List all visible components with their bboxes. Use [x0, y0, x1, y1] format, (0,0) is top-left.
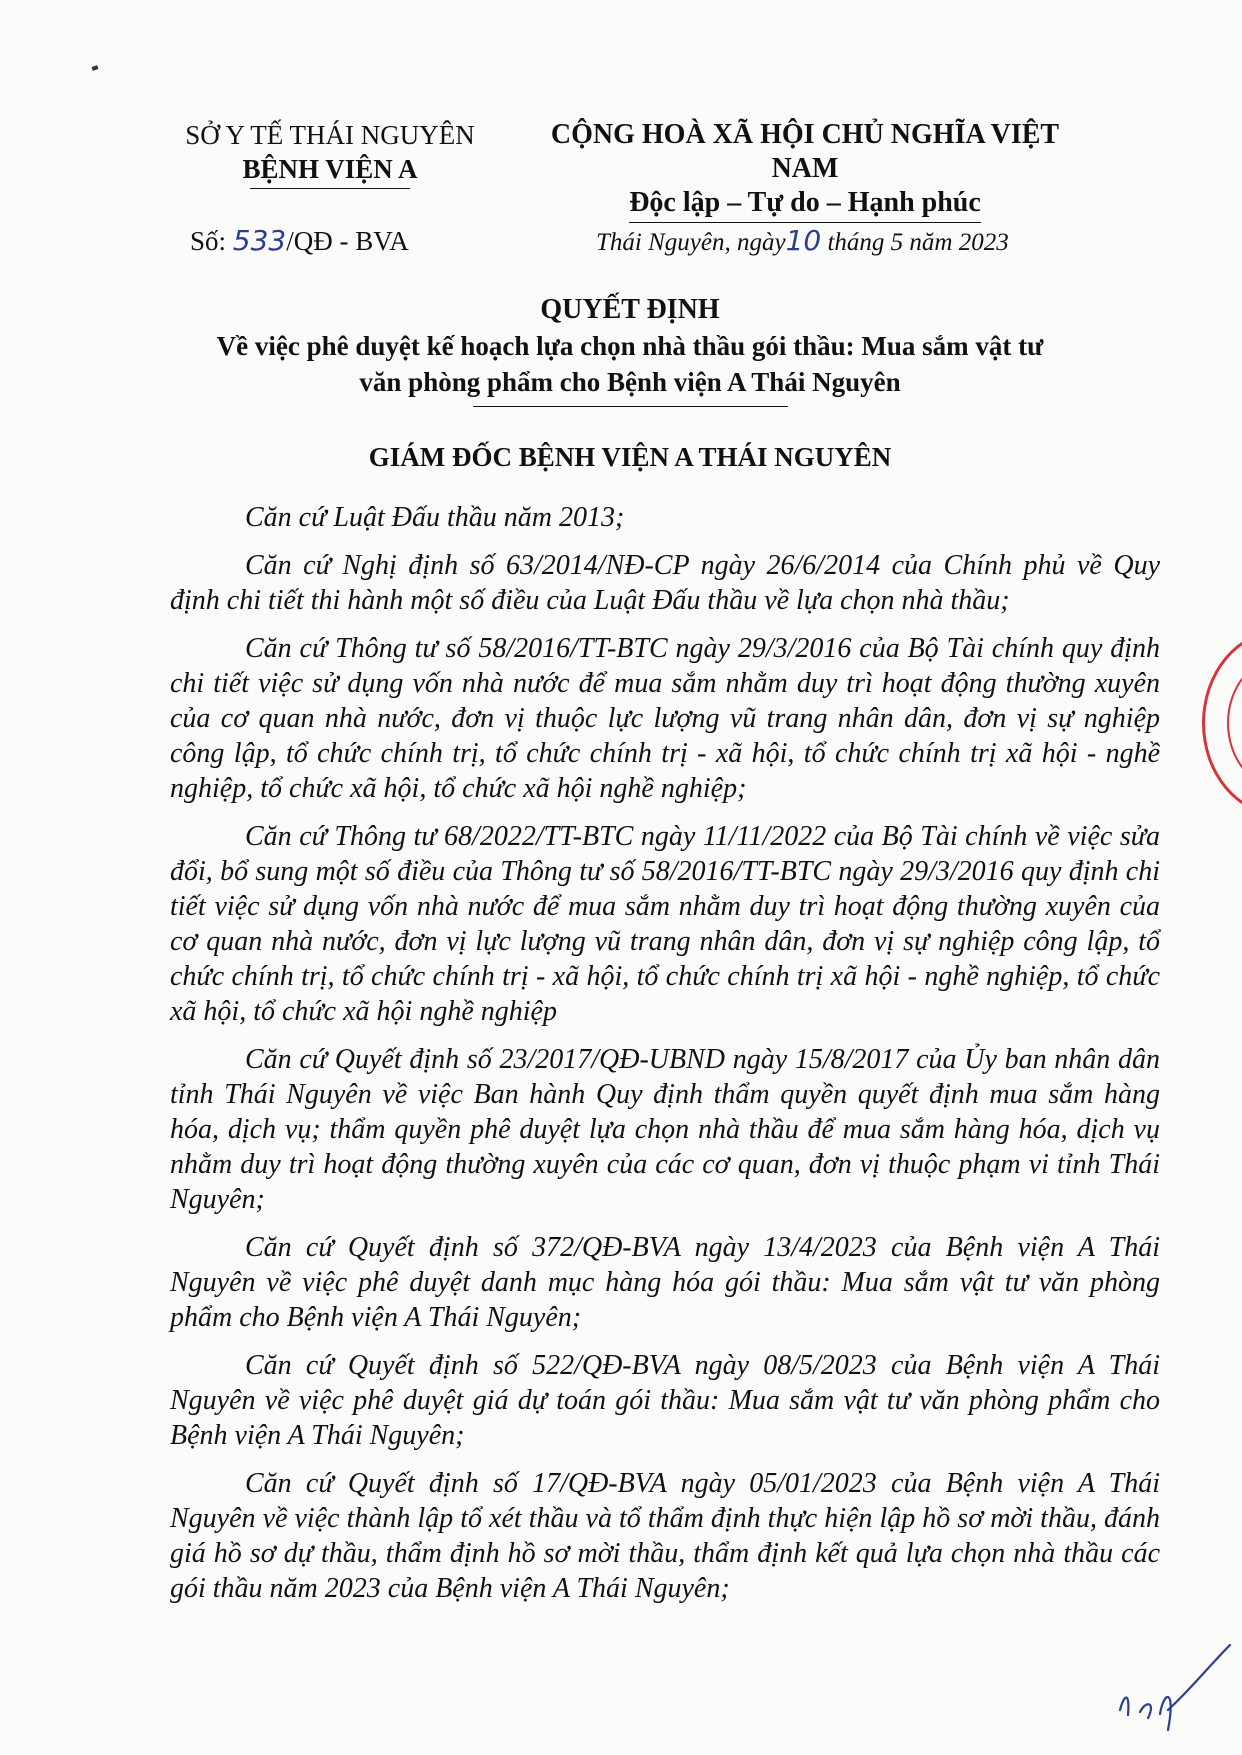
- doc-number-prefix: Số:: [190, 226, 233, 256]
- legal-basis-item: Căn cứ Luật Đấu thầu năm 2013;: [245, 502, 625, 533]
- country-name: CỘNG HOÀ XÃ HỘI CHỦ NGHĨA VIỆT NAM: [550, 119, 1060, 184]
- legal-basis-item: Căn cứ Thông tư số 58/2016/TT-BTC ngày 29/3/2016 của Bộ Tài chính quy định chi tiết việc sử dụng vốn nhà nước để mua sắm nhằm duy trì hoạt động thường xuyên của cơ quan nhà nước, đơn vị thuộc lực lượng vũ trang nhân dân, đơn vị sự nghiệp công lập, tổ chức chính trị, tổ chức chính trị - xã hội, tổ chức chính trị xã hội - nghề nghiệp, tổ chức xã hội, tổ chức xã hội nghề nghiệp;: [170, 633, 1160, 804]
- place-date-suffix: tháng 5 năm 2023: [821, 229, 1009, 256]
- subject-line-2: văn phòng phẩm cho Bệnh viện A Thái Nguyên: [359, 367, 901, 397]
- document-type: QUYẾT ĐỊNH: [540, 294, 720, 325]
- parent-organization: SỞ Y TẾ THÁI NGUYÊN: [185, 120, 475, 150]
- red-seal-inner-ring: [1227, 657, 1242, 789]
- organization-name: BỆNH VIỆN A: [242, 154, 418, 184]
- legal-basis-item: Căn cứ Thông tư 68/2022/TT-BTC ngày 11/11/2022 của Bộ Tài chính về việc sửa đổi, bổ sung một số điều của Thông tư số 58/2016/TT-BTC ngày 29/3/2016 quy định chi tiết việc sử dụng vốn nhà nước để mua sắm nhằm duy trì hoạt động thường xuyên của cơ quan nhà nước, đơn vị lực lượng vũ trang nhân dân, đơn vị sự nghiệp công lập, tổ chức chính trị, tổ chức chính trị - xã hội, tổ chức chính trị xã hội - nghề nghiệp, tổ chức xã hội, tổ chức xã hội nghề nghiệp: [170, 821, 1160, 1027]
- national-heading: [525, 118, 1085, 223]
- place-date-prefix: Thái Nguyên, ngày: [596, 229, 786, 256]
- doc-number-handwritten: 533: [232, 224, 287, 257]
- title-underline: [473, 406, 788, 407]
- document-title: [180, 292, 1080, 407]
- day-handwritten: 10: [785, 224, 822, 257]
- legal-basis-item: Căn cứ Quyết định số 522/QĐ-BVA ngày 08/5/2023 của Bệnh viện A Thái Nguyên về việc phê duyệt giá dự toán gói thầu: Mua sắm vật tư văn phòng phẩm cho Bệnh viện A Thái Nguyên;: [170, 1350, 1160, 1451]
- legal-basis-item: Căn cứ Quyết định số 23/2017/QĐ-UBND ngày 15/8/2017 của Ủy ban nhân dân tỉnh Thái Nguyên về việc Ban hành Quy định thẩm quyền quyết định mua sắm hàng hóa, dịch vụ; thẩm quyền phê duyệt lựa chọn nhà thầu để mua sắm hàng hóa, dịch vụ nhằm duy trì hoạt động thường xuyên của các cơ quan, đơn vị thuộc phạm vi tỉnh Thái Nguyên;: [170, 1044, 1160, 1215]
- red-seal-stamp: [1202, 630, 1242, 816]
- legal-basis-item: Căn cứ Nghị định số 63/2014/NĐ-CP ngày 26/6/2014 của Chính phủ về Quy định chi tiết thi hành một số điều của Luật Đấu thầu về lựa chọn nhà thầu;: [170, 550, 1160, 616]
- subject-line-1: Về việc phê duyệt kế hoạch lựa chọn nhà thầu gói thầu: Mua sắm vật tư: [216, 331, 1044, 361]
- issuing-authority: GIÁM ĐỐC BỆNH VIỆN A THÁI NGUYÊN: [368, 442, 892, 472]
- legal-basis-item: Căn cứ Quyết định số 372/QĐ-BVA ngày 13/4/2023 của Bệnh viện A Thái Nguyên về việc phê duyệt danh mục hàng hóa gói thầu: Mua sắm vật tư văn phòng phẩm cho Bệnh viện A Thái Nguyên;: [170, 1232, 1160, 1333]
- legal-bases: [170, 500, 1160, 1619]
- issuing-agency: [150, 118, 510, 189]
- initial-signature: [1100, 1640, 1240, 1740]
- legal-basis-item: Căn cứ Quyết định số 17/QĐ-BVA ngày 05/01/2023 của Bệnh viện A Thái Nguyên về việc thành lập tổ xét thầu và tổ thẩm định thực hiện lập hồ sơ mời thầu, đánh giá hồ sơ dự thầu, thẩm định hồ sơ mời thầu, thẩm định kết quả lựa chọn nhà thầu các gói thầu năm 2023 của Bệnh viện A Thái Nguyên;: [170, 1468, 1160, 1604]
- document-number: [190, 224, 409, 257]
- scan-speck: [91, 65, 98, 71]
- agency-underline: [250, 188, 410, 189]
- national-motto: Độc lập – Tự do – Hạnh phúc: [629, 186, 981, 223]
- place-and-date: [596, 224, 1009, 257]
- doc-number-suffix: /QĐ - BVA: [286, 226, 409, 256]
